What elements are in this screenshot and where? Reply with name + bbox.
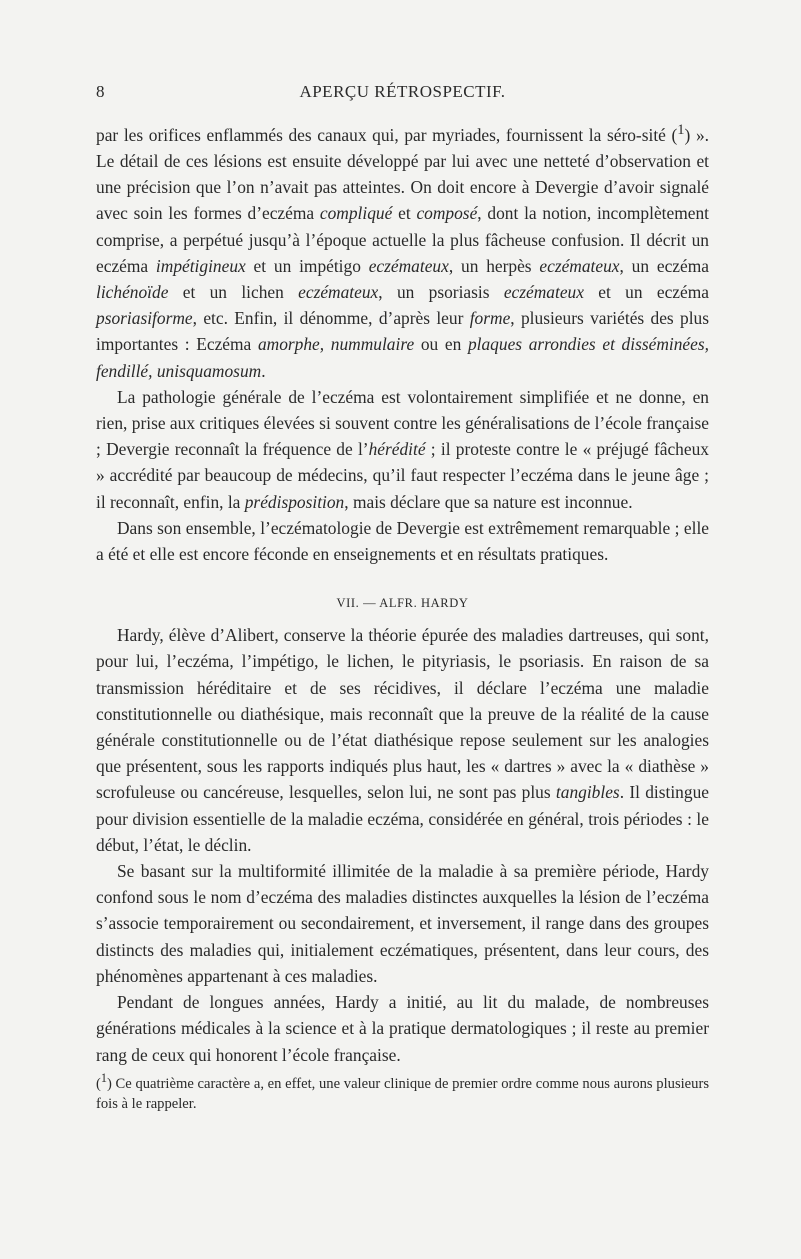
running-head [96, 82, 709, 106]
paragraph-5: Se basant sur la multiformité illimitée de la maladie à sa première période, Hardy confond sous le nom d’eczéma des maladies distinctes auxquelles la lésion de l’eczéma s’associe temporairement ou secondairement, et inversement, il range dans des groupes distincts des maladies qui, initialement eczématiques, présentent, dans leur cours, des phénomènes appartenant à ces maladies. [96, 861, 709, 986]
page-number: 8 [96, 82, 105, 101]
paragraph-2: La pathologie générale de l’eczéma est volontairement simplifiée et ne donne, en rien, prise aux critiques élevées si souvent contre les généralisations de l’école française ; Devergie reconnaît la fréquence de l’hérédité ; il proteste contre le « préjugé fâcheux » accrédité par beaucoup de médecins, qu’il faut respecter l’eczéma dans le jeune âge ; il reconnaît, enfin, la prédisposition, mais déclare que sa nature est inconnue. [96, 386, 709, 512]
paragraph-4: Hardy, élève d’Alibert, conserve la théorie épurée des maladies dartreuses, qui sont, pour lui, l’eczéma, l’impétigo, le lichen, le pityriasis, le psoriasis. En raison de sa transmission héréditaire et de ses récidives, il déclare l’eczéma une maladie constitutionnelle ou diathésique, mais reconnaît que la preuve de la réalité de la cause générale constitutionnelle ou de l’état diathésique repose seulement sur les analogies que présentent, sous les rapports indiqués plus haut, les « dartres » avec la « diathèse » scrofuleuse ou cancéreuse, lesquelles, selon lui, ne sont pas plus tangibles. Il distingue pour division essentielle de la maladie eczéma, considérée en général, trois périodes : le début, l’état, le déclin. [96, 625, 709, 855]
section-heading: VII. — ALFR. HARDY [336, 596, 469, 611]
footnote-ref: 1 [677, 122, 685, 138]
paragraph-1: par les orifices enflammés des canaux qui, par myriades, fournissent la séro-sité ($^1$) ». Le détail de ces lésions est ensuite développé par lui avec une netteté d’observation et une précision que l’on n’avait pas atteintes. On doit encore à Devergie d’avoir signalé avec soin les formes d’eczéma compliqué et composé, dont la notion, incomplètement comprise, a perpétué jusqu’à l’époque actuelle la plus fâcheuse confusion. Il décrit un eczéma impétigineux et un impétigo eczémateux, un herpès eczémateux, un eczéma lichénoïde et un lichen eczémateux, un psoriasis eczémateux et un eczéma psoriasiforme, etc. Enfin, il dénomme, d’après leur forme, plusieurs variétés des plus importantes : Eczéma amorphe, nummulaire ou en plaques arrondies et disséminées, fendillé, unisquamosum. [96, 122, 710, 381]
footnote: ($^1$) Ce quatrième caractère a, en effet, une valeur clinique de premier ordre comme nous aurons plusieurs fois à le rappeler. [96, 1070, 709, 1112]
paragraph-6: Pendant de longues années, Hardy a initié, au lit du malade, de nombreuses générations médicales à la science et à la pratique dermatologiques ; il reste au premier rang de ceux qui honorent l’école française. [96, 992, 709, 1065]
paragraph-3: Dans son ensemble, l’eczématologie de Devergie est extrêmement remarquable ; elle a été et elle est encore féconde en enseignements et en résultats pratiques. [96, 517, 709, 565]
running-title: APERÇU RÉTROSPECTIF. [299, 82, 506, 101]
footnote-mark: 1 [100, 1070, 107, 1085]
page-body [96, 117, 709, 1114]
